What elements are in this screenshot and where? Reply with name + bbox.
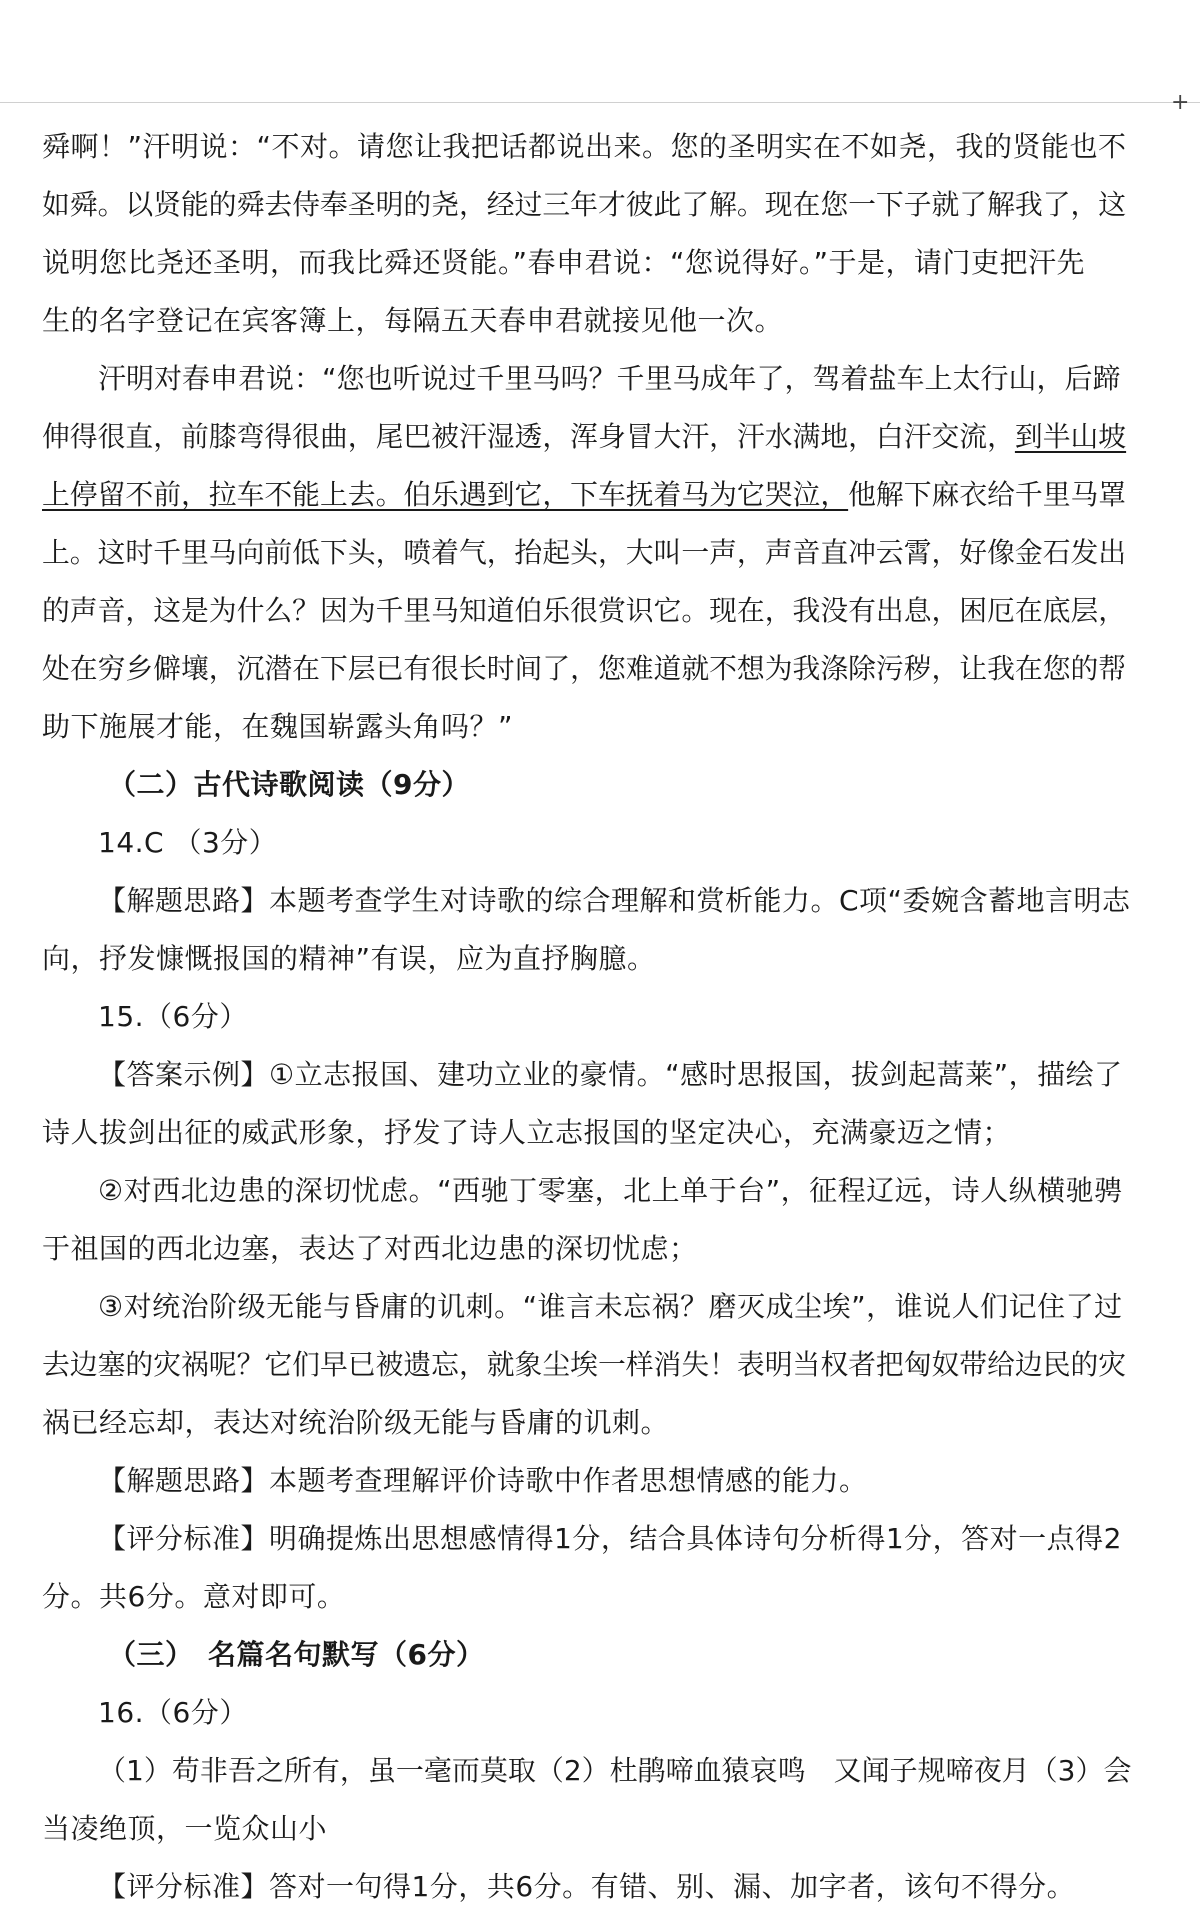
q14-analysis: 【解题思路】本题考查学生对诗歌的综合理解和赏析能力。C项“委婉含蓄地言明志: [98, 884, 1131, 917]
q14-answer: 14.C （3分）: [98, 826, 278, 859]
q15-analysis: 【解题思路】本题考查理解评价诗歌中作者思想情感的能力。: [98, 1464, 868, 1497]
passage-line: 舜啊！”汗明说：“不对。请您让我把话都说出来。您的圣明实在不如尧，我的贤能也不: [42, 130, 1127, 163]
q15-example: 去边塞的灾祸呢？它们早已被遗忘，就象尘埃一样消失！表明当权者把匈奴带给边民的灾: [42, 1348, 1127, 1381]
passage-line: 生的名字登记在宾客簿上，每隔五天春申君就接见他一次。: [42, 304, 784, 337]
passage-line: 说明您比尧还圣明，而我比舜还贤能。”春申君说：“您说得好。”于是，请门吏把汗先: [42, 246, 1086, 279]
underlined-sentence: 到半山坡: [1014, 420, 1127, 453]
passage-line: 上。这时千里马向前低下头，喷着气，抬起头，大叫一声，声音直冲云霄，好像金石发出: [42, 536, 1127, 569]
document-page: [42, 118, 1132, 1916]
passage-line: 如舜。以贤能的舜去侍奉圣明的尧，经过三年才彼此了解。现在您一下子就了解我了，这: [42, 188, 1127, 221]
q15-example: 诗人拔剑出征的威武形象，抒发了诗人立志报国的坚定决心，充满豪迈之情；: [42, 1116, 1012, 1149]
passage-line-with-underline: [42, 466, 1132, 524]
q16-scoring: 【评分标准】答对一句得1分，共6分。有错、别、漏、加字者，该句不得分。: [98, 1870, 1076, 1903]
q15-scoring: 分。共6分。意对即可。: [42, 1580, 346, 1613]
q16-answers: （1）苟非吾之所有，虽一毫而莫取（2）杜鹃啼血猿哀鸣 又闻子规啼夜月（3）会: [98, 1754, 1132, 1787]
q15-example: ②对西北边患的深切忧虑。“西驰丁零塞，北上单于台”，征程辽远，诗人纵横驰骋: [98, 1174, 1123, 1207]
passage-line-with-underline: [42, 408, 1132, 466]
section-heading-recitation: （三） 名篇名句默写（6分）: [108, 1638, 485, 1671]
corner-mark: +: [1171, 90, 1190, 115]
q15-number: 15.（6分）: [98, 1000, 248, 1033]
passage-text: 伸得很直，前膝弯得很曲，尾巴被汗湿透，浑身冒大汗，汗水满地，白汗交流，: [42, 420, 1015, 453]
passage-line: 的声音，这是为什么？因为千里马知道伯乐很赏识它。现在，我没有出息，困厄在底层，: [42, 594, 1127, 627]
q14-analysis: 向，抒发慷慨报国的精神”有误，应为直抒胸臆。: [42, 942, 656, 975]
underlined-sentence: 上停留不前，拉车不能上去。伯乐遇到它，下车抚着马为它哭泣，: [42, 478, 849, 511]
passage-text: 他解下麻衣给千里马罩: [848, 478, 1127, 511]
page-top-rule: [0, 102, 1200, 103]
passage-line: 助下施展才能，在魏国崭露头角吗？”: [42, 710, 514, 743]
q16-answers: 当凌绝顶，一览众山小: [42, 1812, 328, 1845]
q15-example: ③对统治阶级无能与昏庸的讥刺。“谁言未忘祸？磨灭成尘埃”，谁说人们记住了过: [98, 1290, 1123, 1323]
q15-scoring: 【评分标准】明确提炼出思想感情得1分，结合具体诗句分析得1分，答对一点得2: [98, 1522, 1122, 1555]
passage-line: 汗明对春申君说：“您也听说过千里马吗？千里马成年了，驾着盐车上太行山，后蹄: [98, 362, 1121, 395]
q16-number: 16.（6分）: [98, 1696, 248, 1729]
section-heading-poetry: （二）古代诗歌阅读（9分）: [108, 768, 470, 801]
q15-example: 【答案示例】①立志报国、建功立业的豪情。“感时思报国，拔剑起蒿莱”，描绘了: [98, 1058, 1123, 1091]
passage-line: 处在穷乡僻壤，沉潜在下层已有很长时间了，您难道就不想为我涤除污秽，让我在您的帮: [42, 652, 1127, 685]
q15-example: 祸已经忘却，表达对统治阶级无能与昏庸的讥刺。: [42, 1406, 670, 1439]
q15-example: 于祖国的西北边塞，表达了对西北边患的深切忧虑；: [42, 1232, 698, 1265]
